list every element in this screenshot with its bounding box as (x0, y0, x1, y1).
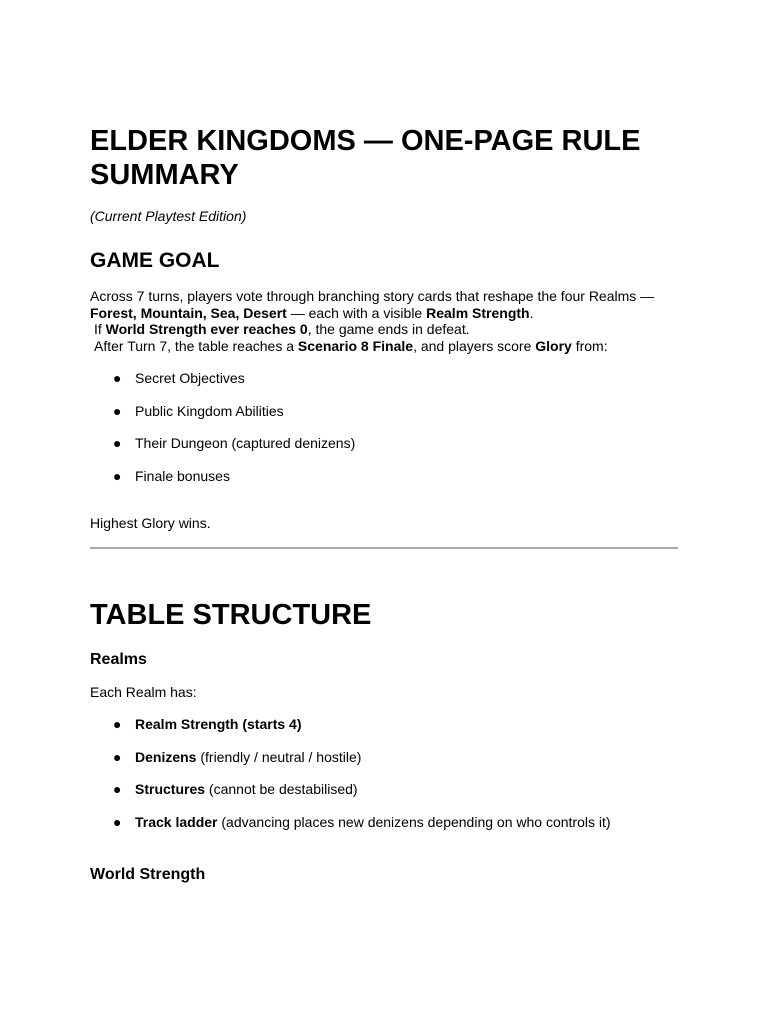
list-item: ● Track ladder (advancing places new denizens depending on who controls it) (113, 813, 611, 830)
realm-attributes-list (90, 716, 611, 846)
list-item: ● Structures (cannot be destabilised) (113, 781, 358, 797)
list-item: ● Public Kingdom Abilities (113, 402, 284, 419)
realm-names: Forest, Mountain, Sea, Desert (90, 304, 287, 321)
glory-sources-list (90, 370, 355, 500)
bullet-icon: ● (113, 467, 122, 484)
goal-line-1: Across 7 turns, players vote through branching story cards that reshape the four Realms — (90, 288, 655, 304)
realm-strength-term: Realm Strength (426, 304, 530, 321)
edition-subtitle: (Current Playtest Edition) (90, 208, 247, 224)
bullet-icon: ● (113, 781, 122, 797)
section-divider (90, 547, 678, 549)
win-condition: Highest Glory wins. (90, 515, 211, 531)
bullet-icon: ● (113, 435, 122, 451)
goal-line-2: Forest, Mountain, Sea, Desert — each with a visible Realm Strength. (90, 304, 534, 321)
game-goal-paragraph (90, 288, 678, 354)
game-goal-heading: GAME GOAL (90, 249, 220, 272)
bullet-icon: ● (113, 402, 122, 419)
bullet-icon: ● (113, 813, 122, 830)
bullet-icon: ● (113, 748, 122, 765)
list-item: ● Their Dungeon (captured denizens) (113, 435, 356, 451)
goal-line-4: After Turn 7, the table reaches a Scenario 8 Finale, and players score Glory from: (94, 337, 608, 354)
finale-term: Scenario 8 Finale (297, 337, 414, 354)
goal-line-3: If World Strength ever reaches 0, the game ends in defeat. (94, 321, 470, 337)
realms-intro: Each Realm has: (90, 684, 197, 700)
list-item: ● Denizens (friendly / neutral / hostile) (113, 748, 362, 765)
bullet-icon: ● (113, 716, 122, 732)
glory-term: Glory (535, 337, 572, 354)
page-title: ELDER KINGDOMS — ONE-PAGE RULE SUMMARY (90, 125, 641, 191)
list-item: ● Finale bonuses (113, 467, 230, 484)
realms-heading: Realms (90, 651, 147, 668)
list-item: ● Realm Strength (starts 4) (113, 716, 302, 732)
world-strength-heading: World Strength (90, 866, 206, 883)
list-item: ● Secret Objectives (113, 370, 245, 386)
table-structure-heading: TABLE STRUCTURE (90, 599, 372, 631)
world-strength-condition: World Strength ever reaches 0 (105, 321, 308, 337)
bullet-icon: ● (113, 370, 122, 386)
